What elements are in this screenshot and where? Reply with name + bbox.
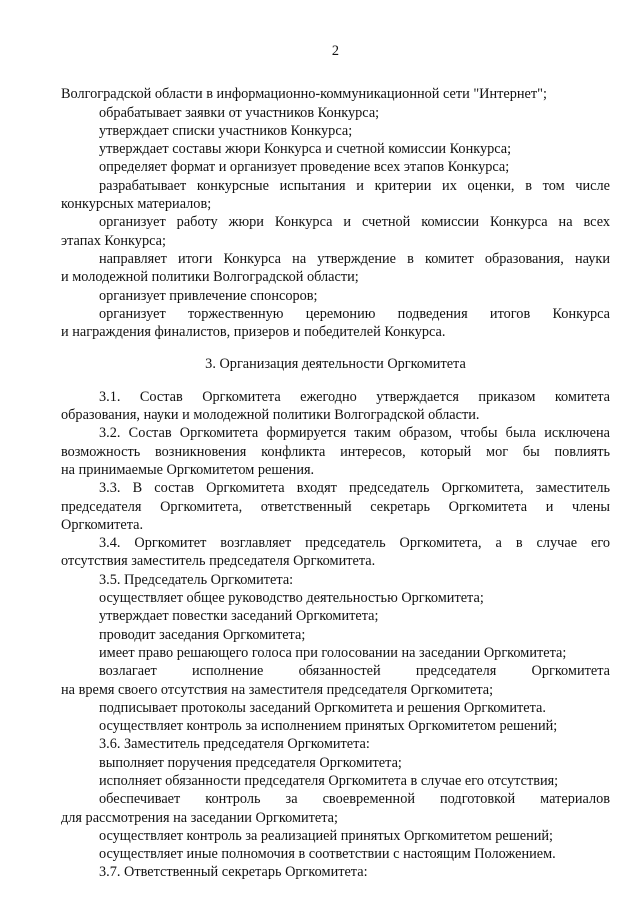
text-line: осуществляет контроль за реализацией принятых Оргкомитетом решений; bbox=[99, 827, 554, 844]
text-line: утверждает повестки заседаний Оргкомитета; bbox=[99, 608, 379, 625]
text-line: подписывает протоколы заседаний Оргкомитета и решения Оргкомитета. bbox=[99, 699, 546, 716]
text-line: утверждает составы жюри Конкурса и счетной комиссии Конкурса; bbox=[99, 141, 512, 158]
text-line: для рассмотрения на заседании Оргкомитета; bbox=[61, 809, 338, 826]
text-line: проводит заседания Оргкомитета; bbox=[99, 626, 306, 643]
text-line: 3.4. Оргкомитет возглавляет председатель Оргкомитета, а в случае его bbox=[99, 535, 610, 552]
text-line: исполняет обязанности председателя Оргкомитета в случае его отсутствия; bbox=[99, 772, 559, 789]
text-line: образования, науки и молодежной политики Волгоградской области. bbox=[61, 407, 480, 424]
text-line: и награждения финалистов, призеров и победителей Конкурса. bbox=[61, 324, 446, 341]
text-line: обрабатывает заявки от участников Конкурса; bbox=[99, 104, 380, 121]
text-line: на принимаемые Оргкомитетом решения. bbox=[61, 461, 315, 478]
text-line: Волгоградской области в информационно-коммуникационной сети "Интернет"; bbox=[61, 86, 547, 103]
text-line: конкурсных материалов; bbox=[61, 196, 212, 213]
text-line: отсутствия заместитель председателя Оргкомитета. bbox=[61, 553, 376, 570]
text-line: определяет формат и организует проведение всех этапов Конкурса; bbox=[99, 159, 510, 176]
text-line: и молодежной политики Волгоградской области; bbox=[61, 269, 359, 286]
text-line: возлагает исполнение обязанностей председателя Оргкомитета bbox=[99, 663, 610, 680]
text-line: обеспечивает контроль за своевременной подготовкой материалов bbox=[99, 791, 610, 808]
page-number: 2 bbox=[331, 43, 340, 59]
text-line: на время своего отсутствия на заместителя председателя Оргкомитета; bbox=[61, 681, 494, 698]
text-line: возможность возникновения конфликта интересов, который мог бы повлиять bbox=[61, 443, 610, 460]
text-line: имеет право решающего голоса при голосовании на заседании Оргкомитета; bbox=[99, 644, 567, 661]
section-heading: 3. Организация деятельности Оргкомитета bbox=[205, 356, 466, 373]
text-line: 3.2. Состав Оргкомитета формируется таким образом, чтобы была исключена bbox=[99, 425, 610, 442]
text-line: 3.7. Ответственный секретарь Оргкомитета: bbox=[99, 864, 368, 881]
text-line: 3.5. Председатель Оргкомитета: bbox=[99, 571, 294, 588]
text-line: осуществляет общее руководство деятельностью Оргкомитета; bbox=[99, 590, 484, 607]
text-line: 3.6. Заместитель председателя Оргкомитета: bbox=[99, 736, 370, 753]
text-line: разрабатывает конкурсные испытания и критерии их оценки, в том числе bbox=[99, 177, 610, 194]
text-line: выполняет поручения председателя Оргкомитета; bbox=[99, 754, 402, 771]
text-line: председателя Оргкомитета, ответственный секретарь Оргкомитета и члены bbox=[61, 498, 610, 515]
text-line: Оргкомитета. bbox=[61, 516, 144, 533]
text-line: направляет итоги Конкурса на утверждение в комитет образования, науки bbox=[99, 250, 610, 267]
text-line: осуществляет контроль за исполнением принятых Оргкомитетом решений; bbox=[99, 718, 558, 735]
text-line: утверждает списки участников Конкурса; bbox=[99, 122, 353, 139]
text-line: организует работу жюри Конкурса и счетной комиссии Конкурса на всех bbox=[99, 214, 610, 231]
text-line: 3.1. Состав Оргкомитета ежегодно утверждается приказом комитета bbox=[99, 388, 610, 405]
text-line: 3.3. В состав Оргкомитета входят председатель Оргкомитета, заместитель bbox=[99, 480, 610, 497]
text-line: организует торжественную церемонию подведения итогов Конкурса bbox=[99, 305, 610, 322]
text-line: осуществляет иные полномочия в соответствии с настоящим Положением. bbox=[99, 846, 556, 863]
text-line: организует привлечение спонсоров; bbox=[99, 287, 318, 304]
text-block-before-heading bbox=[61, 85, 610, 341]
text-block-after-heading bbox=[61, 388, 610, 882]
text-line: этапах Конкурса; bbox=[61, 232, 166, 249]
